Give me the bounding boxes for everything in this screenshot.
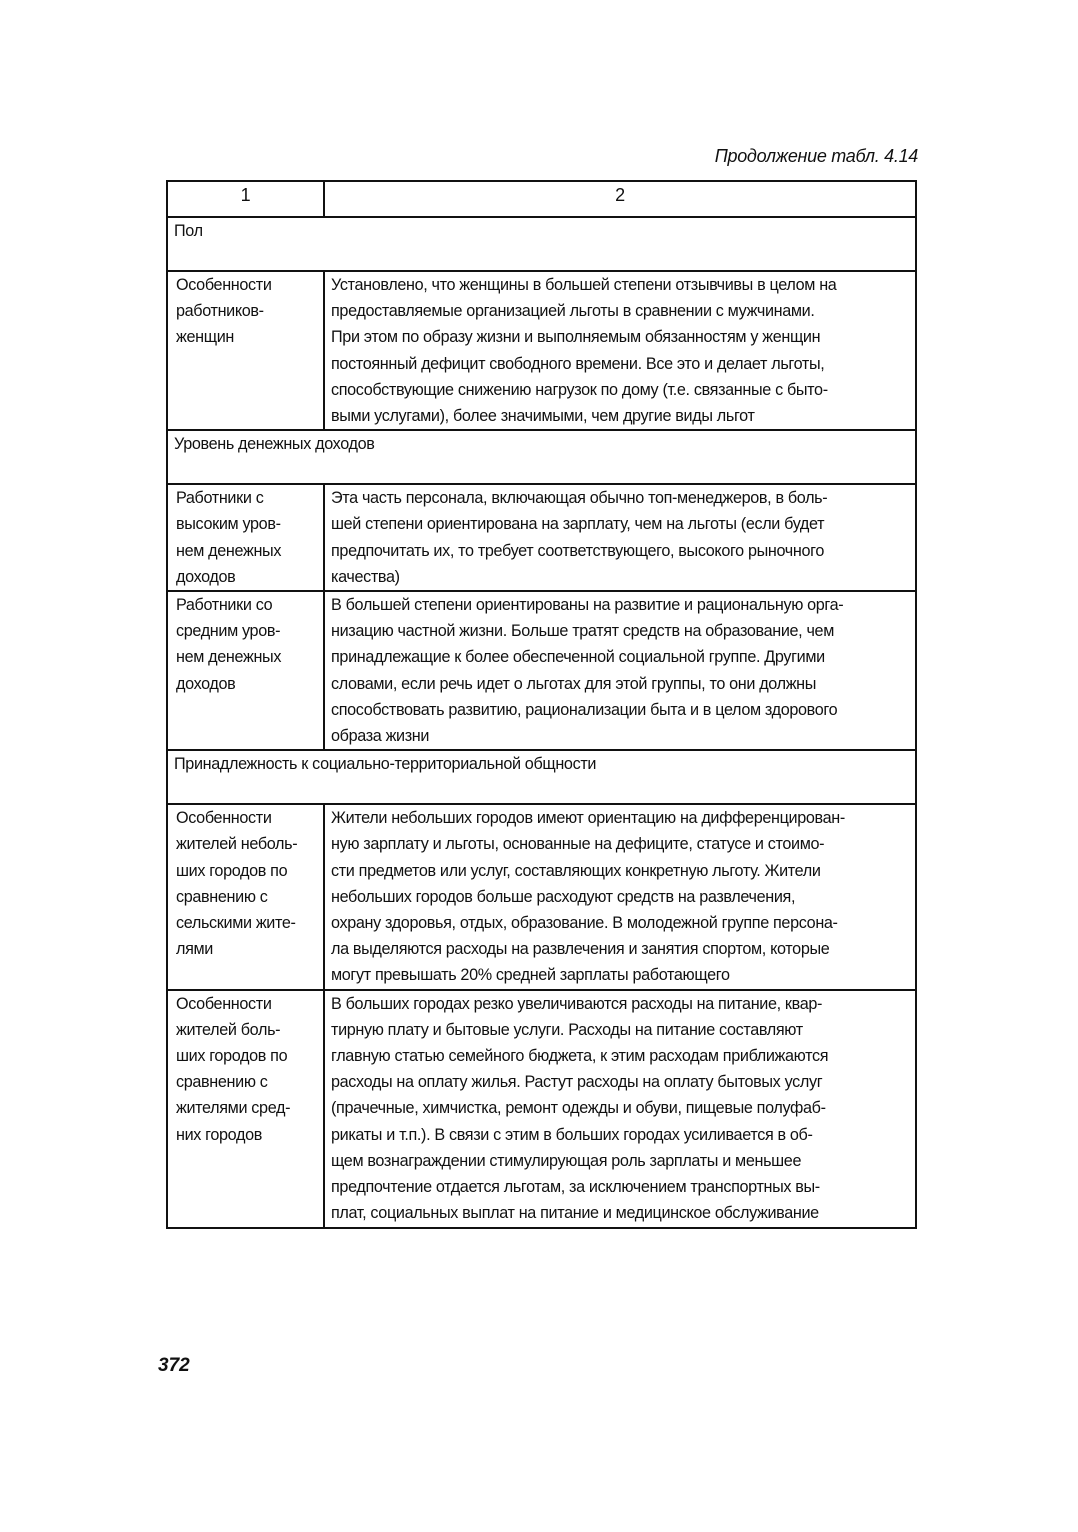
row-description-line: способствующие снижению нагрузок по дому (т.е. связанные с быто-: [331, 380, 828, 399]
row-label-line: нем денежных: [176, 648, 282, 667]
row-label-cell: [167, 804, 324, 989]
column-header-2: 2: [324, 181, 916, 217]
row-description-line: В большей степени ориентированы на развитие и рациональную орга-: [331, 596, 844, 615]
row-description-cell: [324, 271, 916, 430]
row-label-line: сравнению с: [176, 887, 268, 906]
row-description-line: сти предметов или услуг, составляющих конкретную льготу. Жители: [331, 861, 821, 880]
row-description-line: В больших городах резко увеличиваются расходы на питание, квар-: [331, 994, 823, 1013]
row-description-line: словами, если речь идет о льготах для этой группы, то они должны: [331, 674, 817, 693]
row-description-line: тирную плату и бытовые услуги. Расходы на питание составляют: [331, 1020, 803, 1039]
row-description-line: ную зарплату и льготы, основанные на дефиците, статусе и стоимо-: [331, 835, 825, 854]
row-description-line: Установлено, что женщины в большей степени отзывчивы в целом на: [331, 276, 837, 294]
table-row: [167, 804, 916, 989]
row-label-line: сельскими жите-: [176, 914, 296, 933]
row-description-line: могут превышать 20% средней зарплаты работающего: [331, 966, 730, 985]
row-description-line: щем вознаграждении стимулирующая роль зарплаты и меньшее: [331, 1151, 802, 1170]
row-description-line: способствовать развитию, рационализации быта и в целом здорового: [331, 700, 838, 719]
row-label-cell: [167, 271, 324, 430]
page-number: 372: [158, 1355, 190, 1376]
row-description-line: ла выделяются расходы на развлечения и занятия спортом, которые: [331, 940, 830, 959]
row-label-cell: [167, 591, 324, 750]
row-description-cell: [324, 804, 916, 989]
row-label-line: жителей неболь-: [176, 835, 298, 854]
row-label-line: доходов: [176, 674, 236, 693]
row-label-line: Работники со: [176, 596, 273, 615]
row-description-line: небольших городов больше расходуют средств на развлечения,: [331, 887, 796, 906]
row-description-cell: [324, 591, 916, 750]
row-label-line: Работники с: [176, 489, 264, 508]
row-label-cell: [167, 990, 324, 1228]
row-label-line: работников-: [176, 302, 264, 321]
row-description-line: плат, социальных выплат на питание и медицинское обслуживание: [331, 1204, 819, 1223]
table-row: [167, 591, 916, 750]
row-description-line: охрану здоровья, отдых, образование. В молодежной группе персона-: [331, 914, 838, 933]
row-label-line: женщин: [176, 328, 234, 347]
row-description-line: Жители небольших городов имеют ориентацию на дифференцирован-: [331, 809, 845, 828]
row-description-line: (прачечные, химчистка, ремонт одежды и обуви, пищевые полуфаб-: [331, 1099, 826, 1118]
row-label-line: нем денежных: [176, 541, 282, 560]
row-label-cell: [167, 484, 324, 591]
column-header-1: 1: [167, 181, 324, 217]
row-label-line: жителями сред-: [176, 1099, 291, 1118]
row-description-line: При этом по образу жизни и выполняемым обязанностям у женщин: [331, 328, 821, 347]
row-description-line: предпочитать их, то требует соответствующего, высокого рыночного: [331, 541, 824, 560]
section-row: [167, 430, 916, 484]
row-label-line: высоким уров-: [176, 515, 281, 534]
row-label-line: них городов: [176, 1125, 262, 1144]
row-description-line: рикаты и т.п.). В связи с этим в больших городах усиливается в об-: [331, 1125, 813, 1144]
row-label-line: сравнению с: [176, 1073, 268, 1092]
section-title: Уровень денежных доходов: [167, 430, 916, 484]
section-row: [167, 750, 916, 804]
table-row: [167, 271, 916, 430]
benefits-table: [166, 180, 917, 1229]
section-title: Принадлежность к социально-территориальной общности: [167, 750, 916, 804]
row-label-line: средним уров-: [176, 622, 281, 641]
row-description-line: принадлежащие к более обеспеченной социальной группе. Другими: [331, 648, 825, 667]
row-description-line: низацию частной жизни. Больше тратят средств на образование, чем: [331, 622, 834, 641]
row-description-line: предпочтение отдается льготам, за исключением транспортных вы-: [331, 1178, 820, 1197]
row-label-line: ших городов по: [176, 1047, 288, 1066]
row-description-line: образа жизни: [331, 727, 430, 746]
row-description-line: выми услугами), более значимыми, чем другие виды льгот: [331, 407, 755, 426]
section-row: [167, 217, 916, 271]
table-row: [167, 990, 916, 1228]
row-description-line: расходы на оплату жилья. Растут расходы на оплату бытовых услуг: [331, 1073, 823, 1092]
row-description-line: качества): [331, 567, 400, 586]
table-header-row: [167, 181, 916, 217]
row-description-line: постоянный дефицит свободного времени. Все это и делает льготы,: [331, 354, 825, 373]
section-title: Пол: [167, 217, 916, 271]
row-description-line: главную статью семейного бюджета, к этим расходам приближаются: [331, 1047, 829, 1066]
row-description-cell: [324, 990, 916, 1228]
row-label-line: доходов: [176, 567, 236, 586]
table-caption: Продолжение табл. 4.14: [714, 146, 918, 166]
row-label-line: жителей боль-: [176, 1020, 281, 1039]
row-description-line: шей степени ориентирована на зарплату, чем на льготы (если будет: [331, 515, 825, 534]
row-description-cell: [324, 484, 916, 591]
table-row: [167, 484, 916, 591]
row-label-line: Особенности: [176, 809, 272, 828]
row-label-line: ших городов по: [176, 861, 288, 880]
row-label-line: Особенности: [176, 994, 272, 1013]
row-description-line: Эта часть персонала, включающая обычно топ-менеджеров, в боль-: [331, 489, 828, 508]
row-label-line: лями: [176, 940, 213, 959]
row-description-line: предоставляемые организацией льготы в сравнении с мужчинами.: [331, 302, 815, 321]
row-label-line: Особенности: [176, 276, 272, 294]
